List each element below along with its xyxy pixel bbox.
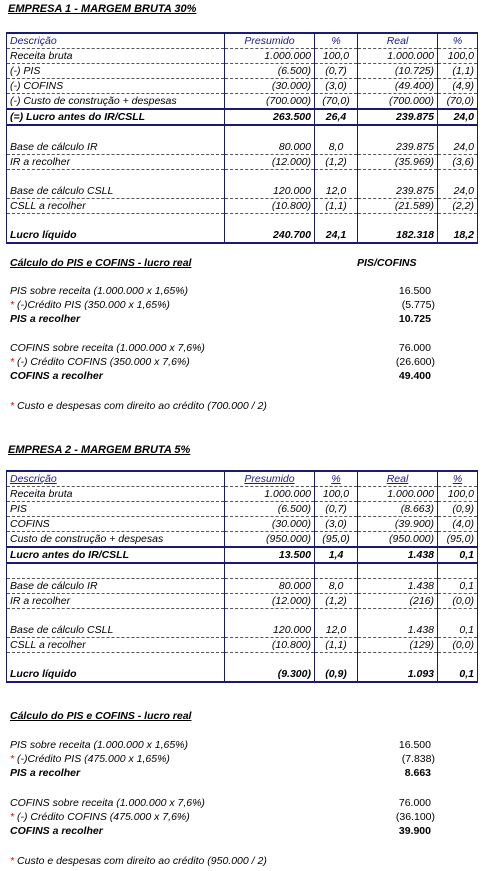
row-label: (-) PIS [7,64,225,79]
cell: 12,0 [315,184,358,199]
row-label: Lucro líquido [7,228,225,243]
star: * [10,855,15,867]
calc1-title: Cálculo do PIS e COFINS - lucro real [10,257,192,269]
col-pct-presumido: % [315,471,358,487]
row-label: (=) Lucro antes do IR/CSLL [7,109,225,125]
row-label: Base de cálculo CSLL [7,623,225,638]
cell: (39.900) [358,517,438,532]
row-label: IR a recolher [7,594,225,609]
cell: (0,0) [438,594,478,609]
calc2-pis-recolher: PIS a recolher [10,767,81,779]
star: * [10,356,15,368]
cell: 8,0 [315,579,358,594]
col-pct-presumido: % [315,33,358,49]
cell: (129) [358,638,438,653]
cell: 1.093 [358,667,438,682]
table-row [7,94,478,110]
table-row [7,228,478,243]
table-row [7,532,478,548]
cell: 24,0 [438,140,478,155]
cell: 0,1 [438,579,478,594]
table-row [7,64,478,79]
cell: (1,1) [315,199,358,214]
col-real: Real [358,471,438,487]
row-label: Base de cálculo IR [7,140,225,155]
cell: (1,1) [438,64,478,79]
row-label: (-) COFINS [7,79,225,94]
calc2-note: Custo e despesas com direito ao crédito (950.000 / 2) [17,855,267,867]
row-label: COFINS [7,517,225,532]
cell: 80.000 [225,140,315,155]
cell: 120.000 [225,623,315,638]
row-label: Base de cálculo CSLL [7,184,225,199]
row-label: Base de cálculo IR [7,579,225,594]
row-label: IR a recolher [7,155,225,170]
cell: 0,1 [438,547,478,563]
e2-title: EMPRESA 2 - MARGEM BRUTA 5% [8,444,191,456]
cell: (4,9) [438,79,478,94]
calc2-cofins-credito-val: (36.100) [395,811,435,823]
cell: (700.000) [358,94,438,110]
calc1-cofins-credito-val: (26.600) [395,356,435,368]
cell: 100,0 [315,487,358,502]
cell: 8,0 [315,140,358,155]
calc1-cofins-credito: (-) Crédito COFINS (350.000 x 7,6%) [17,356,190,368]
cell: 100,0 [438,49,478,64]
cell: 100,0 [438,487,478,502]
cell: (0,9) [315,667,358,682]
cell: 240.700 [225,228,315,243]
e1-table [6,32,478,244]
cell: 239.875 [358,109,438,125]
cell: (9.300) [225,667,315,682]
cell: (0,7) [315,64,358,79]
row-label: Receita bruta [7,49,225,64]
row-label: (-) Custo de construção + despesas [7,94,225,110]
cell: (6.500) [225,502,315,517]
cell: 263.500 [225,109,315,125]
calc2-cofins-credito: (-) Crédito COFINS (475.000 x 7,6%) [17,811,190,823]
calc2-cofins-receita-val: 76.000 [398,797,431,809]
cell: (49.400) [358,79,438,94]
col-pct-real: % [438,33,478,49]
cell: 1.438 [358,579,438,594]
cell: (30.000) [225,79,315,94]
cell: 18,2 [438,228,478,243]
table-row [7,594,478,609]
row-label: CSLL a recolher [7,199,225,214]
cell: 1,4 [315,547,358,563]
cell: (12.000) [225,594,315,609]
cell: (3,6) [438,155,478,170]
col-pct-real: % [438,471,478,487]
table-row [7,49,478,64]
cell: (0,0) [438,638,478,653]
cell: (95,0) [315,532,358,548]
table-row [7,517,478,532]
cell: 13.500 [225,547,315,563]
cell: (8.663) [358,502,438,517]
cell: 12,0 [315,623,358,638]
calc1-col-title: PIS/COFINS [357,257,417,269]
calc2-pis-credito-val: (7.838) [401,753,435,765]
cell: (95,0) [438,532,478,548]
cell: 0,1 [438,623,478,638]
table-row [7,140,478,155]
table-row [7,638,478,653]
cell: 0,1 [438,667,478,682]
cell: 26,4 [315,109,358,125]
table-row [7,109,478,125]
calc1-pis-recolher-val: 10.725 [398,313,431,325]
calc2-cofins-recolher: COFINS a recolher [10,825,103,837]
cell: (35.969) [358,155,438,170]
cell: (70,0) [315,94,358,110]
cell: 1.000.000 [358,487,438,502]
col-real: Real [358,33,438,49]
cell: (3,0) [315,79,358,94]
calc2-pis-receita-val: 16.500 [398,739,431,751]
cell: 1.000.000 [358,49,438,64]
table-row [7,623,478,638]
cell: 24,0 [438,184,478,199]
row-label: CSLL a recolher [7,638,225,653]
cell: (10.800) [225,638,315,653]
cell: 182.318 [358,228,438,243]
table-row [7,487,478,502]
star: * [10,811,15,823]
cell: 239.875 [358,140,438,155]
calc1-cofins-receita: COFINS sobre receita (1.000.000 x 7,6%) [10,342,205,354]
calc1-pis-credito-val: (5.775) [401,299,435,311]
calc2-cofins-receita: COFINS sobre receita (1.000.000 x 7,6%) [10,797,205,809]
table-row [7,184,478,199]
calc2-pis-receita: PIS sobre receita (1.000.000 x 1,65%) [10,739,189,751]
e2-table [6,470,478,683]
e2-header-row [7,471,478,487]
cell: (1,1) [315,638,358,653]
e1-header-row [7,33,478,49]
cell: 239.875 [358,184,438,199]
col-presumido: Presumido [225,33,315,49]
star: * [10,400,15,412]
calc1-pis-receita-val: 16.500 [398,285,431,297]
table-row [7,155,478,170]
calc2-title: Cálculo do PIS e COFINS - lucro real [10,710,192,722]
calc1-cofins-recolher: COFINS a recolher [10,370,103,382]
calc2-pis-recolher-val: 8.663 [404,767,431,779]
cell: (10.725) [358,64,438,79]
table-row [7,79,478,94]
table-row [7,579,478,594]
cell: (1,2) [315,155,358,170]
cell: 1.000.000 [225,487,315,502]
cell: 1.438 [358,547,438,563]
calc1-note: Custo e despesas com direito ao crédito (700.000 / 2) [17,400,267,412]
table-row [7,502,478,517]
cell: (6.500) [225,64,315,79]
cell: 80.000 [225,579,315,594]
row-label: Lucro líquido [7,667,225,682]
table-row [7,667,478,682]
cell: (70,0) [438,94,478,110]
calc1-pis-receita: PIS sobre receita (1.000.000 x 1,65%) [10,285,189,297]
e1-title: EMPRESA 1 - MARGEM BRUTA 30% [8,3,197,15]
cell: (4,0) [438,517,478,532]
calc2-cofins-recolher-val: 39.900 [398,825,431,837]
calc1-pis-credito: (-)Crédito PIS (350.000 x 1,65%) [17,299,170,311]
calc2-pis-credito: (-)Crédito PIS (475.000 x 1,65%) [17,753,170,765]
cell: (700.000) [225,94,315,110]
star: * [10,753,15,765]
cell: (0,9) [438,502,478,517]
row-label: PIS [7,502,225,517]
cell: 100,0 [315,49,358,64]
cell: (1,2) [315,594,358,609]
table-row [7,547,478,563]
cell: 120.000 [225,184,315,199]
cell: (30.000) [225,517,315,532]
calc1-cofins-receita-val: 76.000 [398,342,431,354]
calc1-cofins-recolher-val: 49.400 [398,370,431,382]
star: * [10,299,15,311]
col-descricao: Descrição [7,33,225,49]
calc1-pis-recolher: PIS a recolher [10,313,81,325]
col-presumido: Presumido [225,471,315,487]
cell: (950.000) [225,532,315,548]
table-row [7,199,478,214]
cell: (21.589) [358,199,438,214]
cell: (950.000) [358,532,438,548]
row-label: Custo de construção + despesas [7,532,225,548]
row-label: Receita bruta [7,487,225,502]
cell: 24,1 [315,228,358,243]
cell: 1.438 [358,623,438,638]
col-descricao: Descrição [7,471,225,487]
cell: 1.000.000 [225,49,315,64]
cell: (216) [358,594,438,609]
cell: (10.800) [225,199,315,214]
cell: (2,2) [438,199,478,214]
cell: (3,0) [315,517,358,532]
cell: (0,7) [315,502,358,517]
row-label: Lucro antes do IR/CSLL [7,547,225,563]
cell: 24,0 [438,109,478,125]
cell: (12.000) [225,155,315,170]
